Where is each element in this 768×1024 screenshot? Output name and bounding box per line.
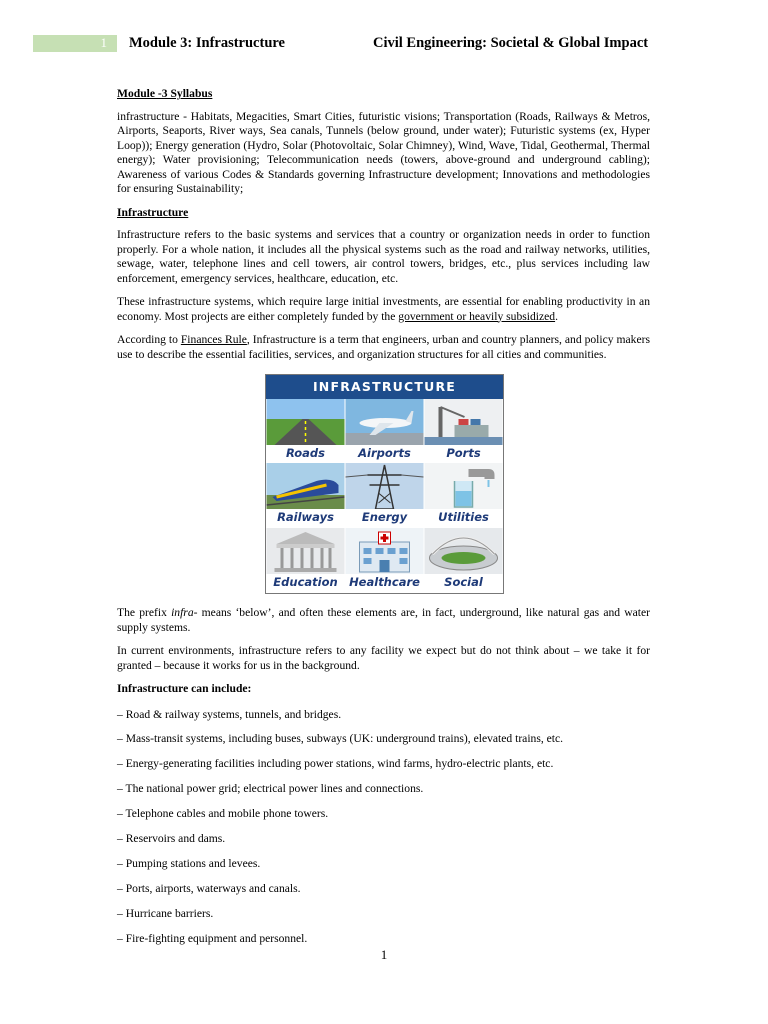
list-item: – Reservoirs and dams. <box>117 831 226 845</box>
infrastructure-heading: Infrastructure <box>117 205 189 219</box>
prefix-paragraph <box>117 606 650 635</box>
syllabus-heading: Module -3 Syllabus <box>117 87 213 100</box>
figure-label-ports: Ports <box>446 446 481 460</box>
infrastructure-para-2 <box>117 295 650 324</box>
syllabus-text: infrastructure - Habitats, Megacities, Smart Cities, futuristic visions; Transportation (Roads, Railways & Metros, Airports, Seaports, River ways, Sea canals, Tunnels (below ground, under water); Futuristic systems (ex, Hyper Loop)); Energy generation (Hydro, Solar (Photovoltaic, Solar Chimney), Wind, Wave, Tidal, Geothermal, Thermal energy); Water provisioning; Telecommunication needs (towers, above-ground and underground cabling); Awareness of various Codes & Standards governing Infrastructure development; Innovations and methodologies for ensuring Sustainability; <box>117 109 650 195</box>
list-item: – Road & railway systems, tunnels, and bridges. <box>117 707 342 721</box>
prefix-italic: infra- <box>171 606 198 619</box>
para2-end: . <box>555 309 558 323</box>
current-paragraph: In current environments, infrastructure refers to any facility we expect but do not think about – we take it for granted – because it works for us in the background. <box>117 644 650 672</box>
list-item: – The national power grid; electrical power lines and connections. <box>117 782 424 796</box>
figure-cell-railways <box>266 463 345 527</box>
figure-cell-healthcare <box>345 528 424 592</box>
infrastructure-para-1: Infrastructure refers to the basic systems and services that a country or organization needs in order to function properly. For a whole nation, it includes all the physical systems such as the road and railway networks, utilities, sewage, water, telephone lines and cell towers, air control towers, bridges, etc., plus services including law enforcement, emergency services, healthcare, education, etc. <box>117 228 650 285</box>
road-icon <box>266 399 345 445</box>
figure-label-utilities: Utilities <box>438 510 489 525</box>
list-item: – Hurricane barriers. <box>117 906 214 920</box>
water-utility-icon <box>424 463 503 509</box>
figure-cell-ports <box>424 399 503 463</box>
infrastructure-para-3 <box>117 333 650 362</box>
para2-text: These infrastructure systems, which require large initial investments, are essential for enabling productivity in an economy. Most projects are either completely funded by the <box>117 295 650 323</box>
figure-label-education: Education <box>273 574 338 589</box>
module-title: Module 3: Infrastructure <box>129 35 285 51</box>
header-page-tab <box>33 35 117 52</box>
list-heading: Infrastructure can include: <box>117 682 252 695</box>
prefix-text: The prefix <box>117 606 172 619</box>
list-item: – Energy-generating facilities including power stations, wind farms, hydro-electric plants, etc. <box>117 757 554 771</box>
port-icon <box>424 399 503 445</box>
list-item: – Telephone cables and mobile phone towers. <box>117 807 329 821</box>
figure-label-energy: Energy <box>361 510 408 525</box>
airplane-icon <box>345 399 424 445</box>
figure-label-social: Social <box>444 574 483 589</box>
figure-label-airports: Airports <box>358 446 411 460</box>
para3-end: , Infrastructure is a term that engineers, urban and country planners, and policy makers use to describe the essential facilities, services, and organization structures for all cities and communities. <box>117 333 651 361</box>
list-item: – Mass-transit systems, including buses, subways (UK: underground trains), elevated trains, etc. <box>117 732 564 746</box>
government-link[interactable]: government or heavily subsidized <box>398 309 556 323</box>
document-body <box>117 87 650 956</box>
power-pylon-icon <box>345 463 424 509</box>
footer-page-number: 1 <box>380 947 388 962</box>
finances-rule-link[interactable]: Finances Rule <box>180 333 247 346</box>
list-item: – Ports, airports, waterways and canals. <box>117 881 301 895</box>
header-page-number: 1 <box>100 35 107 50</box>
course-title: Civil Engineering: Societal & Global Impact <box>373 35 649 51</box>
figure-cell-airports <box>345 399 424 463</box>
figure-cell-utilities <box>424 463 503 527</box>
figure-label-roads: Roads <box>285 446 326 460</box>
infrastructure-list <box>117 708 650 947</box>
figure-label-healthcare: Healthcare <box>349 574 420 589</box>
university-icon <box>266 528 345 574</box>
infrastructure-figure <box>265 374 504 594</box>
figure-cell-roads <box>266 399 345 463</box>
list-item: – Pumping stations and levees. <box>117 856 261 870</box>
figure-title: INFRASTRUCTURE <box>266 375 503 399</box>
figure-cell-social <box>424 528 503 592</box>
list-item: – Fire-fighting equipment and personnel. <box>117 931 308 945</box>
hospital-icon <box>345 528 424 574</box>
stadium-icon <box>424 528 503 574</box>
prefix-end: means ‘below’, and often these elements are, in fact, underground, like natural gas and water supply systems. <box>117 606 650 634</box>
figure-cell-education <box>266 528 345 592</box>
figure-label-railways: Railways <box>277 510 334 525</box>
figure-cell-energy <box>345 463 424 527</box>
para3-text: According to <box>117 333 181 346</box>
train-icon <box>266 463 345 509</box>
